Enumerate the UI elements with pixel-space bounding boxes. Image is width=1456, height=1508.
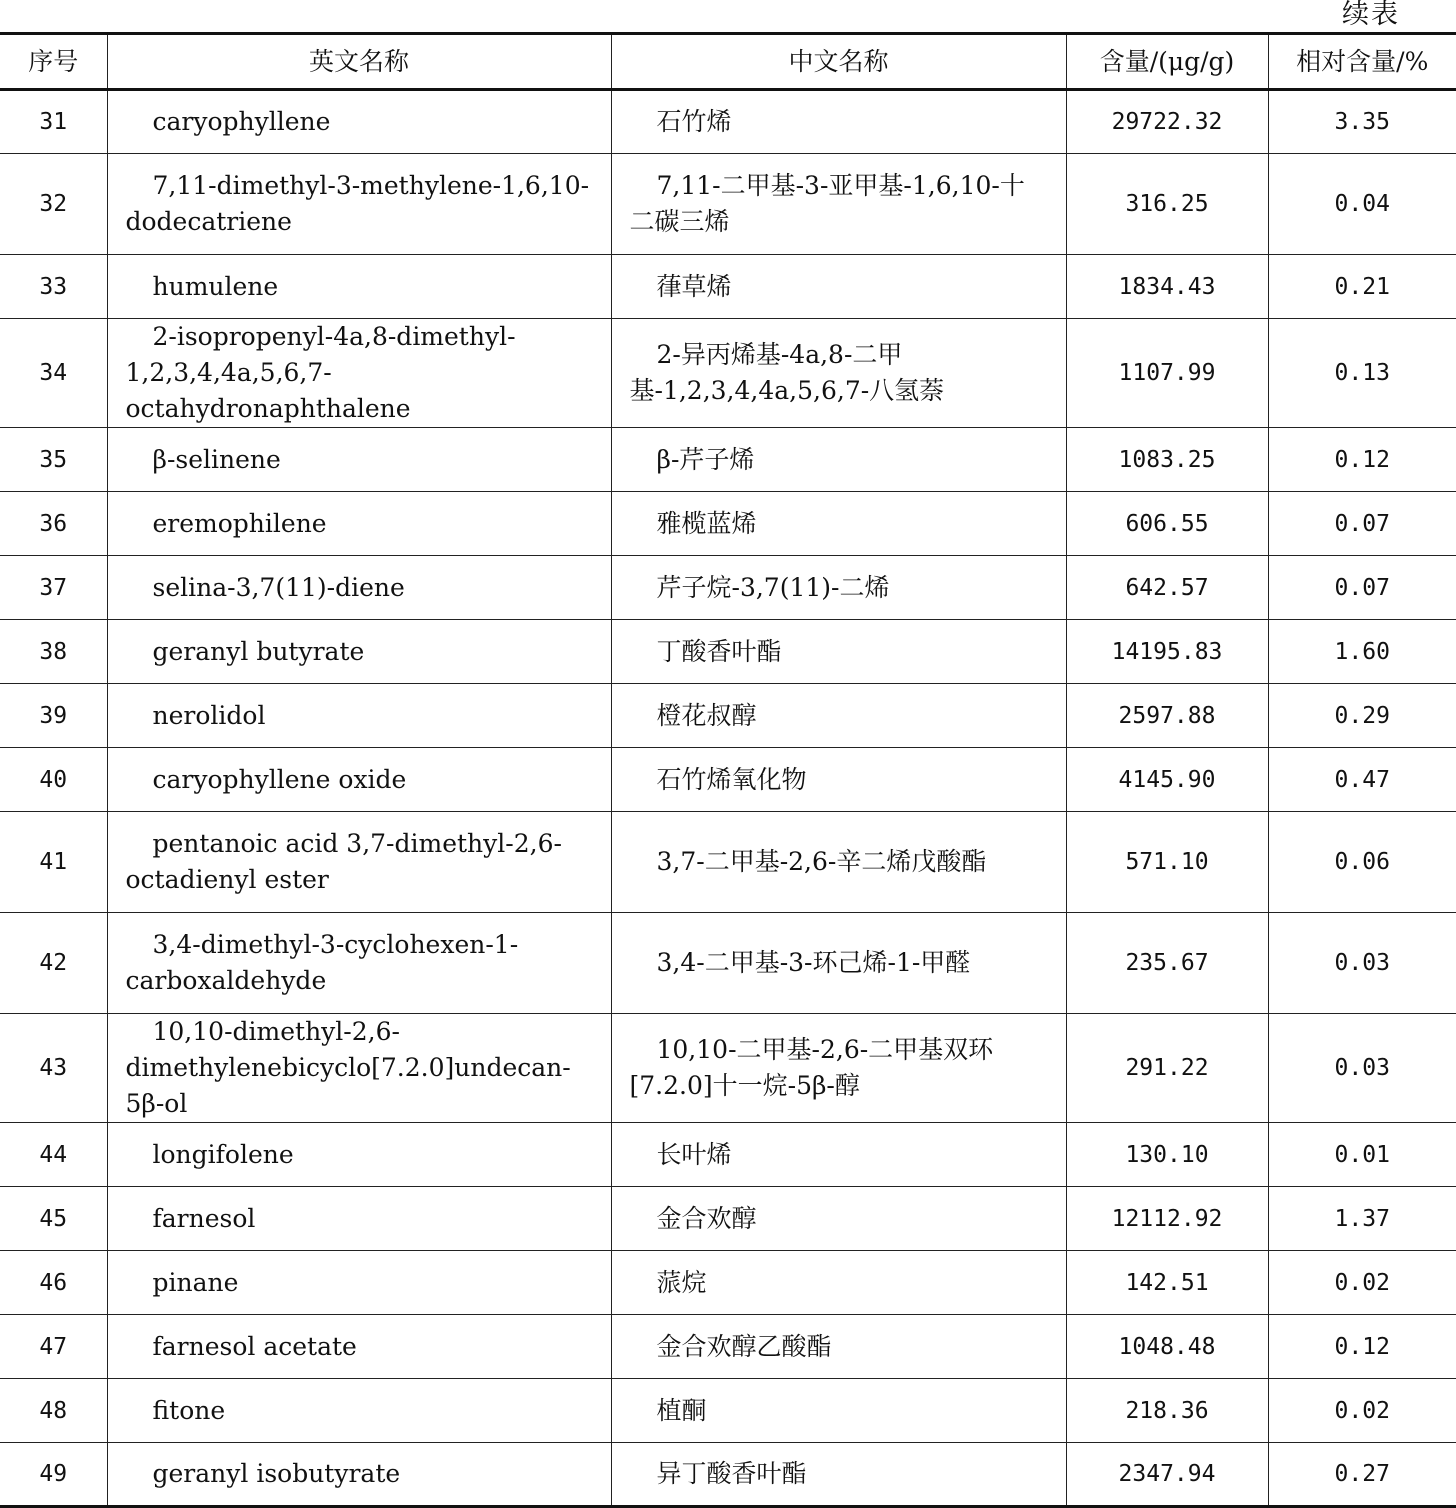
cell-chinese-name: 石竹烯 <box>611 90 1066 154</box>
cell-english-name: farnesol <box>107 1187 611 1251</box>
cell-content: 316.25 <box>1066 154 1268 255</box>
cell-english-name: caryophyllene <box>107 90 611 154</box>
cell-chinese-name: 蒎烷 <box>611 1251 1066 1315</box>
cell-english-name: humulene <box>107 255 611 319</box>
table-row <box>0 1315 1456 1379</box>
cell-chinese-name: 3,4-二甲基-3-环己烯-1-甲醛 <box>611 913 1066 1014</box>
cell-content: 12112.92 <box>1066 1187 1268 1251</box>
cell-chinese-name: 丁酸香叶酯 <box>611 620 1066 684</box>
cell-no: 49 <box>0 1443 107 1507</box>
cell-relative-content: 0.13 <box>1268 319 1456 428</box>
cell-no: 46 <box>0 1251 107 1315</box>
cell-relative-content: 0.12 <box>1268 1315 1456 1379</box>
cell-no: 44 <box>0 1123 107 1187</box>
cell-chinese-name: 2-异丙烯基-4a,8-二甲基-1,2,3,4,4a,5,6,7-八氢萘 <box>611 319 1066 428</box>
cell-chinese-name: 芹子烷-3,7(11)-二烯 <box>611 556 1066 620</box>
cell-chinese-name: 金合欢醇乙酸酯 <box>611 1315 1066 1379</box>
table-row <box>0 556 1456 620</box>
table-row <box>0 319 1456 428</box>
cell-content: 4145.90 <box>1066 748 1268 812</box>
cell-chinese-name: 雅榄蓝烯 <box>611 492 1066 556</box>
cell-english-name: geranyl isobutyrate <box>107 1443 611 1507</box>
cell-relative-content: 0.12 <box>1268 428 1456 492</box>
header-no: 序号 <box>0 34 107 90</box>
cell-chinese-name: 3,7-二甲基-2,6-辛二烯戊酸酯 <box>611 812 1066 913</box>
table-row <box>0 492 1456 556</box>
table-row <box>0 1443 1456 1507</box>
cell-content: 14195.83 <box>1066 620 1268 684</box>
cell-content: 142.51 <box>1066 1251 1268 1315</box>
table-row <box>0 812 1456 913</box>
cell-content: 1107.99 <box>1066 319 1268 428</box>
cell-content: 130.10 <box>1066 1123 1268 1187</box>
cell-content: 642.57 <box>1066 556 1268 620</box>
cell-chinese-name: 植酮 <box>611 1379 1066 1443</box>
cell-content: 1083.25 <box>1066 428 1268 492</box>
cell-english-name: 10,10-dimethyl-2,6-dimethylenebicyclo[7.2.0]undecan-5β-ol <box>107 1014 611 1123</box>
table-body <box>0 90 1456 1507</box>
cell-relative-content: 0.03 <box>1268 1014 1456 1123</box>
table-row <box>0 1014 1456 1123</box>
cell-no: 34 <box>0 319 107 428</box>
cell-no: 42 <box>0 913 107 1014</box>
cell-english-name: 2-isopropenyl-4a,8-dimethyl-1,2,3,4,4a,5,6,7-octahydronaphthalene <box>107 319 611 428</box>
cell-english-name: 3,4-dimethyl-3-cyclohexen-1-carboxaldehyde <box>107 913 611 1014</box>
cell-relative-content: 0.21 <box>1268 255 1456 319</box>
cell-chinese-name: 长叶烯 <box>611 1123 1066 1187</box>
table-row <box>0 620 1456 684</box>
cell-no: 41 <box>0 812 107 913</box>
header-content: 含量/(μg/g) <box>1066 34 1268 90</box>
cell-no: 39 <box>0 684 107 748</box>
cell-no: 43 <box>0 1014 107 1123</box>
cell-no: 48 <box>0 1379 107 1443</box>
cell-chinese-name: 7,11-二甲基-3-亚甲基-1,6,10-十二碳三烯 <box>611 154 1066 255</box>
cell-relative-content: 0.06 <box>1268 812 1456 913</box>
table-row <box>0 90 1456 154</box>
cell-no: 40 <box>0 748 107 812</box>
table-row <box>0 913 1456 1014</box>
table-row <box>0 1123 1456 1187</box>
cell-content: 2347.94 <box>1066 1443 1268 1507</box>
cell-relative-content: 3.35 <box>1268 90 1456 154</box>
cell-no: 38 <box>0 620 107 684</box>
cell-english-name: pinane <box>107 1251 611 1315</box>
table-row <box>0 1187 1456 1251</box>
cell-chinese-name: β-芹子烯 <box>611 428 1066 492</box>
cell-chinese-name: 橙花叔醇 <box>611 684 1066 748</box>
cell-relative-content: 0.47 <box>1268 748 1456 812</box>
cell-relative-content: 0.27 <box>1268 1443 1456 1507</box>
cell-english-name: β-selinene <box>107 428 611 492</box>
cell-content: 29722.32 <box>1066 90 1268 154</box>
cell-content: 2597.88 <box>1066 684 1268 748</box>
cell-content: 235.67 <box>1066 913 1268 1014</box>
cell-no: 36 <box>0 492 107 556</box>
cell-chinese-name: 石竹烯氧化物 <box>611 748 1066 812</box>
cell-chinese-name: 10,10-二甲基-2,6-二甲基双环[7.2.0]十一烷-5β-醇 <box>611 1014 1066 1123</box>
cell-no: 32 <box>0 154 107 255</box>
table-row <box>0 748 1456 812</box>
compound-table <box>0 32 1456 1508</box>
cell-no: 45 <box>0 1187 107 1251</box>
cell-english-name: longifolene <box>107 1123 611 1187</box>
cell-chinese-name: 葎草烯 <box>611 255 1066 319</box>
table-continued-caption: 续表 <box>1342 0 1400 30</box>
cell-english-name: geranyl butyrate <box>107 620 611 684</box>
cell-content: 1048.48 <box>1066 1315 1268 1379</box>
cell-content: 218.36 <box>1066 1379 1268 1443</box>
cell-relative-content: 1.60 <box>1268 620 1456 684</box>
cell-content: 606.55 <box>1066 492 1268 556</box>
cell-english-name: selina-3,7(11)-diene <box>107 556 611 620</box>
cell-relative-content: 0.07 <box>1268 556 1456 620</box>
cell-chinese-name: 金合欢醇 <box>611 1187 1066 1251</box>
header-english-name: 英文名称 <box>107 34 611 90</box>
cell-relative-content: 1.37 <box>1268 1187 1456 1251</box>
cell-relative-content: 0.07 <box>1268 492 1456 556</box>
cell-relative-content: 0.01 <box>1268 1123 1456 1187</box>
cell-no: 37 <box>0 556 107 620</box>
table-header-row <box>0 34 1456 90</box>
cell-relative-content: 0.03 <box>1268 913 1456 1014</box>
table-row <box>0 1379 1456 1443</box>
cell-english-name: caryophyllene oxide <box>107 748 611 812</box>
cell-no: 33 <box>0 255 107 319</box>
cell-content: 1834.43 <box>1066 255 1268 319</box>
cell-relative-content: 0.29 <box>1268 684 1456 748</box>
cell-english-name: nerolidol <box>107 684 611 748</box>
header-chinese-name: 中文名称 <box>611 34 1066 90</box>
cell-chinese-name: 异丁酸香叶酯 <box>611 1443 1066 1507</box>
cell-english-name: pentanoic acid 3,7-dimethyl-2,6-octadienyl ester <box>107 812 611 913</box>
cell-english-name: farnesol acetate <box>107 1315 611 1379</box>
table-row <box>0 428 1456 492</box>
cell-relative-content: 0.02 <box>1268 1379 1456 1443</box>
cell-english-name: eremophilene <box>107 492 611 556</box>
cell-content: 291.22 <box>1066 1014 1268 1123</box>
cell-no: 31 <box>0 90 107 154</box>
table-row <box>0 1251 1456 1315</box>
cell-content: 571.10 <box>1066 812 1268 913</box>
cell-relative-content: 0.04 <box>1268 154 1456 255</box>
cell-english-name: 7,11-dimethyl-3-methylene-1,6,10-dodecatriene <box>107 154 611 255</box>
cell-english-name: fitone <box>107 1379 611 1443</box>
table-row <box>0 684 1456 748</box>
cell-no: 47 <box>0 1315 107 1379</box>
table-row <box>0 154 1456 255</box>
cell-no: 35 <box>0 428 107 492</box>
header-relative-content: 相对含量/% <box>1268 34 1456 90</box>
table-row <box>0 255 1456 319</box>
cell-relative-content: 0.02 <box>1268 1251 1456 1315</box>
